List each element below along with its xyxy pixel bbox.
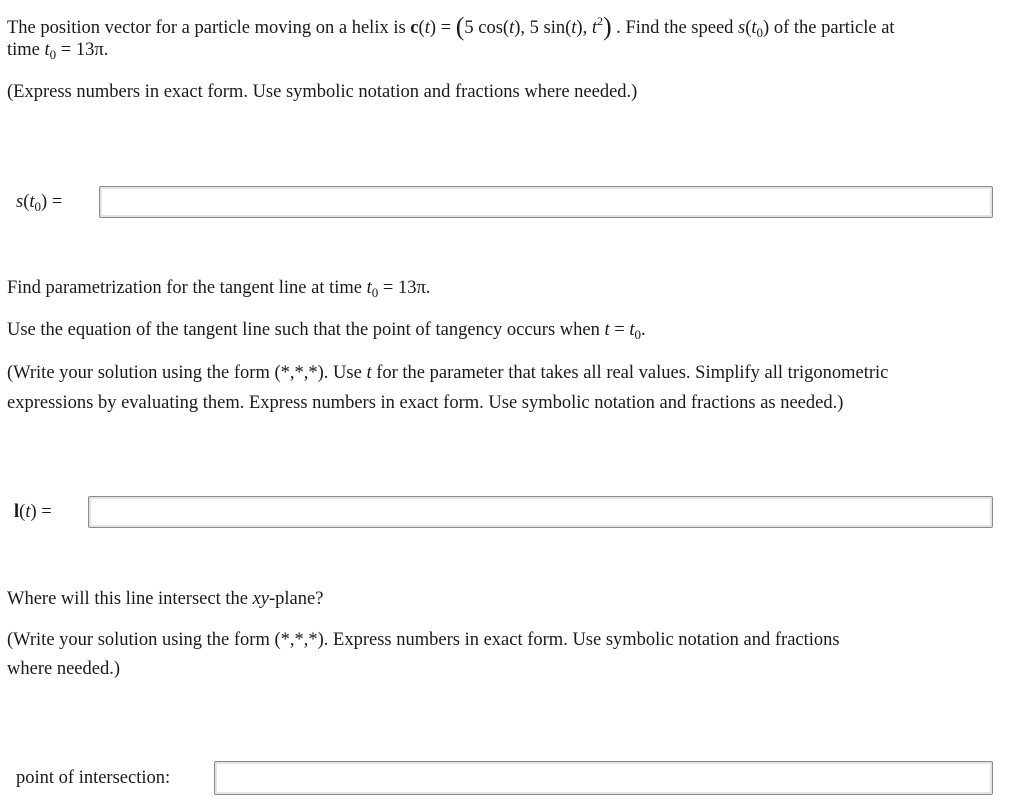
tangent-label-param: t — [25, 502, 31, 522]
tangent-note-suffix: for the parameter that takes all real values. Simplify all trigonometric — [376, 363, 889, 383]
component-1-param: t — [509, 18, 515, 38]
t0-equals: = — [60, 40, 72, 60]
speed-label-equals: = — [51, 192, 63, 212]
vector-param: t — [424, 18, 430, 38]
of-particle-text: of the particle at — [773, 18, 895, 38]
tangent-line-answer-input[interactable] — [88, 496, 993, 528]
tangent-instruction — [7, 319, 646, 346]
tangent-heading-text: Find parametrization for the tangent line at time — [7, 278, 362, 298]
tangent-note-prefix: (Write your solution using the form (*,*,*). Use — [7, 363, 362, 383]
tangent-answer-label: l(t) = — [14, 502, 52, 522]
tangent-note-line-1 — [7, 362, 888, 384]
intersection-plane-name: xy — [252, 589, 269, 609]
speed-label-arg: t — [29, 192, 35, 212]
tangent-instruction-equals: = — [614, 320, 625, 340]
intersection-note-line-1: (Write your solution using the form (*,*,*). Express numbers in exact form. Use symbolic notation and fractions — [7, 630, 840, 650]
tangent-t0-symbol: t — [366, 278, 372, 298]
speed-function: s — [738, 18, 746, 38]
intersection-answer-input[interactable] — [214, 761, 993, 795]
tangent-instruction-t0-sub: 0 — [634, 327, 641, 342]
tangent-note-param: t — [366, 363, 372, 383]
time-text: time — [7, 40, 40, 60]
component-2-close: ) — [576, 18, 583, 38]
tangent-instruction-text: Use the equation of the tangent line such that the point of tangency occurs when — [7, 320, 600, 340]
intersection-note-line-2: where needed.) — [7, 659, 120, 679]
t0-subscript: 0 — [49, 47, 57, 62]
t0-value: 13π — [75, 40, 104, 60]
speed-label-arg-sub: 0 — [34, 199, 42, 214]
tangent-instruction-period: . — [640, 320, 646, 340]
comma-2: , — [582, 18, 592, 38]
component-2-param: t — [571, 18, 577, 38]
component-3-exponent: 2 — [596, 14, 603, 28]
problem-statement-line-2 — [7, 39, 108, 66]
tangent-heading — [7, 277, 430, 304]
speed-label-fn: s — [16, 192, 24, 212]
vector-open-paren: ( — [455, 12, 465, 41]
intersection-question-suffix: -plane? — [269, 589, 324, 609]
speed-answer-label: $s(t_0)$ = — [16, 192, 63, 214]
speed-answer-input[interactable] — [99, 186, 993, 218]
tangent-t0-equals: = — [382, 278, 394, 298]
equals-sign: = — [440, 18, 452, 38]
problem-statement-line-1: The position vector for a particle moving on a helix is c(t) = (5 cos(t), 5 sin(t), $t^2$) . Find the speed $s(t_0)$ of the particle at — [7, 12, 895, 41]
speed-note: (Express numbers in exact form. Use symbolic notation and fractions where needed.) — [7, 82, 638, 102]
t0-symbol: t — [44, 40, 50, 60]
speed-arg: t — [751, 18, 757, 38]
find-speed-text: . Find the speed — [616, 18, 734, 38]
tangent-t0-subscript: 0 — [371, 285, 379, 300]
tangent-instruction-t0: t — [629, 320, 635, 340]
component-1-close: ) — [514, 18, 521, 38]
comma-1: , — [520, 18, 530, 38]
intersection-answer-label: point of intersection: — [16, 768, 171, 788]
intersection-question-prefix: Where will this line intersect the — [7, 589, 248, 609]
intro-text: The position vector for a particle moving on a helix is — [7, 18, 406, 38]
component-2: 5 sin( — [529, 18, 572, 38]
speed-arg-sub: 0 — [756, 25, 764, 40]
vector-name: c — [410, 18, 419, 38]
t0-period: . — [103, 40, 109, 60]
component-3-param: t — [591, 18, 597, 38]
vector-close-paren: ) — [602, 12, 612, 41]
tangent-t0-period: . — [425, 278, 431, 298]
tangent-instruction-t: t — [604, 320, 610, 340]
tangent-label-fn: l — [14, 502, 20, 522]
component-1: 5 cos( — [464, 18, 510, 38]
tangent-label-equals: = — [41, 502, 52, 522]
intersection-question — [7, 588, 323, 610]
tangent-t0-value: 13π — [397, 278, 426, 298]
tangent-note-line-2: expressions by evaluating them. Express numbers in exact form. Use symbolic notation and fractions as needed.) — [7, 393, 844, 413]
